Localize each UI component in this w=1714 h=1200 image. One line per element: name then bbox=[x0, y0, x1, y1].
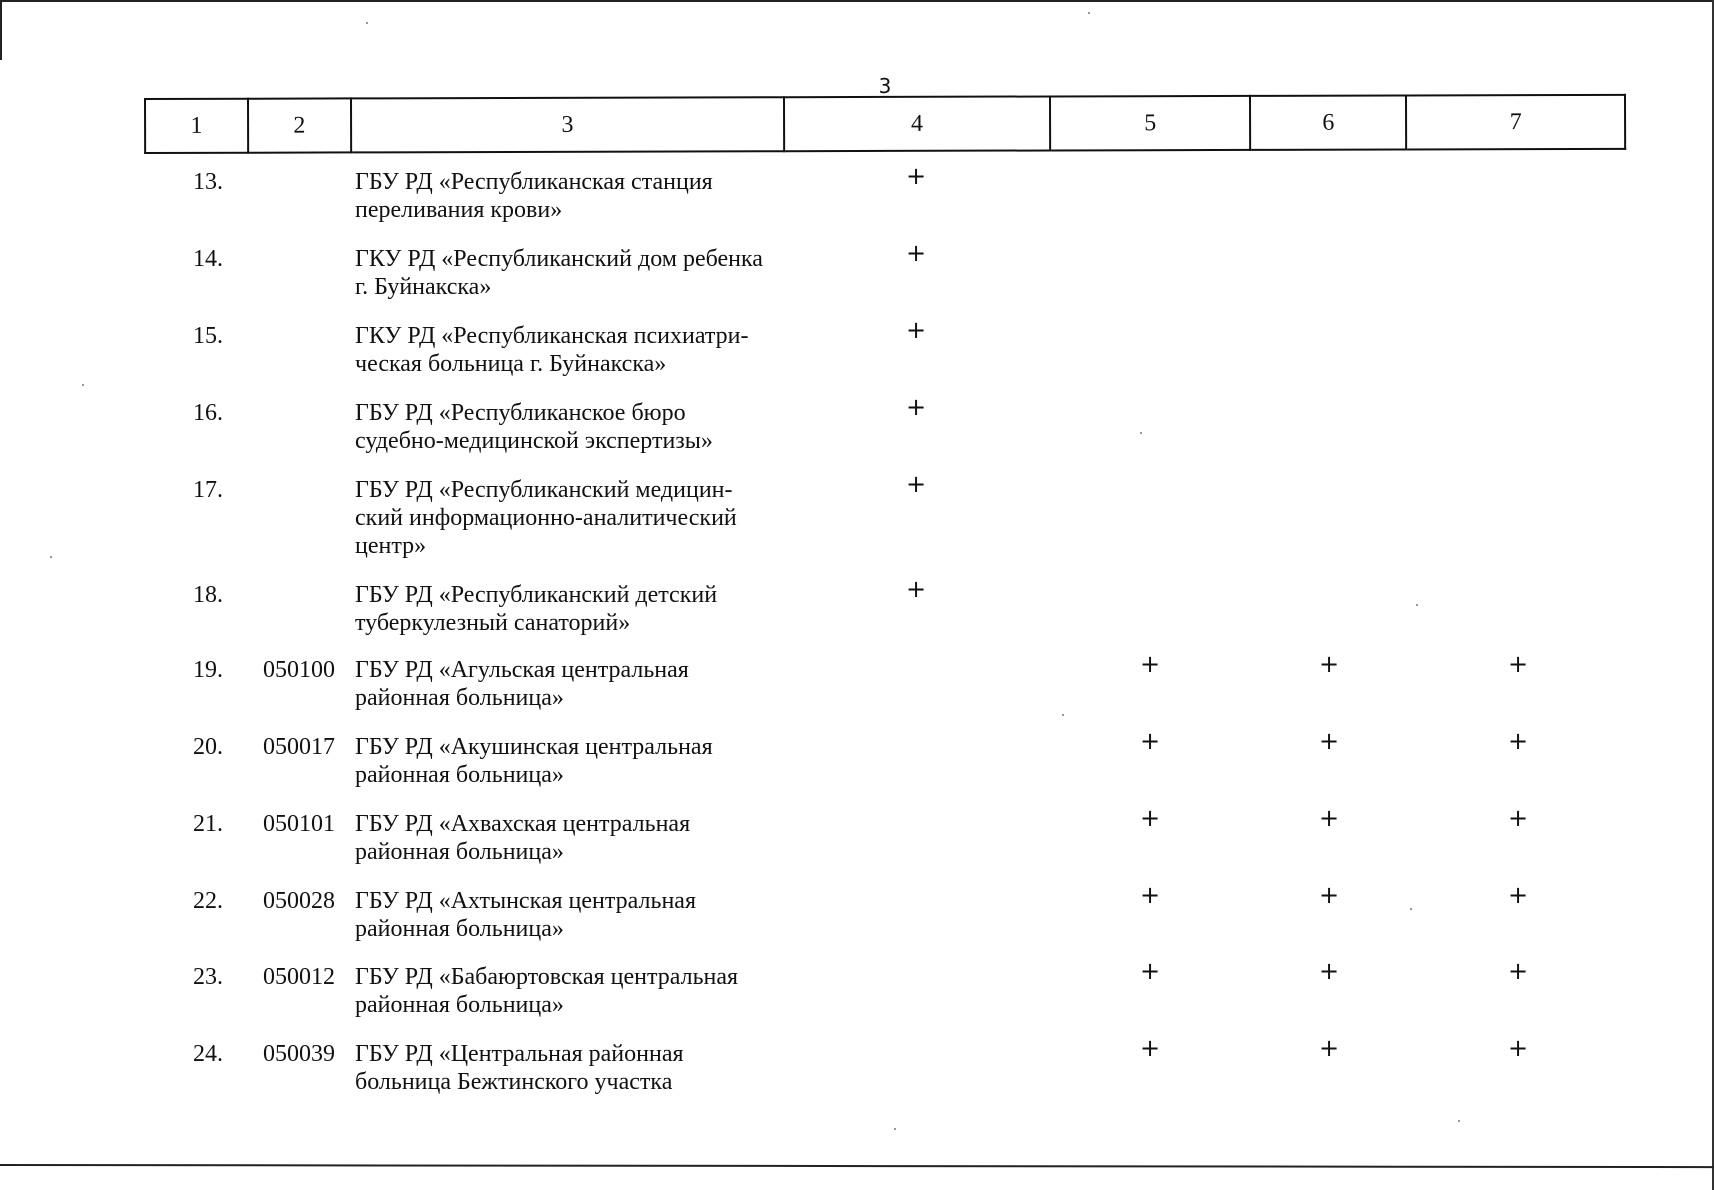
page-number: 3 bbox=[878, 74, 892, 98]
row-number: 21. bbox=[193, 811, 223, 837]
row-name: ГБУ РД «Ахвахская центральная районная больница» bbox=[355, 811, 691, 865]
row-name: ГБУ РД «Республиканское бюро судебно-медицинской экспертизы» bbox=[355, 400, 713, 454]
mark-col-7: + bbox=[1507, 881, 1529, 909]
mark-col-6: + bbox=[1318, 1034, 1340, 1062]
scan-speck bbox=[50, 556, 52, 558]
row-name: ГБУ РД «Агульская центральная районная больница» bbox=[355, 657, 689, 711]
header-cell-1: 1 bbox=[145, 99, 248, 153]
header-cell-2: 2 bbox=[248, 98, 351, 152]
row-name: ГБУ РД «Акушинская центральная районная больница» bbox=[355, 734, 713, 788]
row-number: 19. bbox=[193, 657, 223, 683]
mark-col-7: + bbox=[1507, 804, 1529, 832]
mark-col-7: + bbox=[1507, 727, 1529, 755]
mark-col-4: + bbox=[905, 470, 927, 498]
row-name: ГБУ РД «Центральная районная больница Бежтинского участка bbox=[355, 1041, 684, 1095]
scan-edge-bottom bbox=[0, 1164, 1714, 1168]
table-row bbox=[0, 470, 1714, 559]
row-number: 14. bbox=[193, 246, 223, 272]
table-row bbox=[0, 1034, 1714, 1110]
mark-col-7: + bbox=[1507, 650, 1529, 678]
row-name: ГБУ РД «Республиканский медицин- ский информационно-аналитический центр» bbox=[355, 477, 737, 559]
scan-speck bbox=[1458, 1120, 1460, 1122]
row-code: 050039 bbox=[263, 1041, 335, 1067]
table-row bbox=[0, 162, 1714, 238]
row-name: ГКУ РД «Республиканская психиатри- ческая больница г. Буйнакска» bbox=[355, 323, 749, 377]
row-number: 24. bbox=[193, 1041, 223, 1067]
mark-col-7: + bbox=[1507, 1034, 1529, 1062]
row-number: 15. bbox=[193, 323, 223, 349]
mark-col-7: + bbox=[1507, 957, 1529, 985]
table-row bbox=[0, 957, 1714, 1033]
table-header bbox=[144, 94, 1626, 154]
scan-speck bbox=[894, 1128, 896, 1130]
row-name: ГБУ РД «Ахтынская центральная районная больница» bbox=[355, 888, 696, 942]
row-number: 16. bbox=[193, 400, 223, 426]
mark-col-5: + bbox=[1139, 881, 1161, 909]
table-row bbox=[0, 316, 1714, 392]
table-row bbox=[0, 650, 1714, 726]
row-number: 20. bbox=[193, 734, 223, 760]
mark-col-6: + bbox=[1318, 727, 1340, 755]
mark-col-5: + bbox=[1139, 727, 1161, 755]
header-cell-4: 4 bbox=[784, 96, 1050, 151]
row-number: 17. bbox=[193, 477, 223, 503]
mark-col-5: + bbox=[1139, 1034, 1161, 1062]
row-number: 23. bbox=[193, 964, 223, 990]
table-row bbox=[0, 727, 1714, 803]
mark-col-5: + bbox=[1139, 957, 1161, 985]
mark-col-6: + bbox=[1318, 957, 1340, 985]
row-name: ГБУ РД «Бабаюртовская центральная районная больница» bbox=[355, 964, 739, 1018]
scan-speck bbox=[1088, 12, 1090, 14]
header-cell-5: 5 bbox=[1050, 96, 1251, 151]
mark-col-4: + bbox=[905, 316, 927, 344]
row-code: 050012 bbox=[263, 964, 335, 990]
mark-col-5: + bbox=[1139, 804, 1161, 832]
row-number: 13. bbox=[193, 169, 223, 195]
row-name: ГБУ РД «Республиканский детский туберкулезный санаторий» bbox=[355, 582, 718, 636]
row-number: 22. bbox=[193, 888, 223, 914]
row-name: ГБУ РД «Республиканская станция переливания крови» bbox=[355, 169, 713, 223]
header-cell-7: 7 bbox=[1406, 95, 1625, 150]
row-code: 050100 bbox=[263, 657, 335, 683]
mark-col-4: + bbox=[905, 239, 927, 267]
mark-col-6: + bbox=[1318, 650, 1340, 678]
scan-speck bbox=[366, 22, 368, 24]
mark-col-4: + bbox=[905, 393, 927, 421]
header-cell-6: 6 bbox=[1250, 95, 1406, 149]
mark-col-6: + bbox=[1318, 804, 1340, 832]
scan-edge-top bbox=[0, 0, 1714, 2]
row-code: 050028 bbox=[263, 888, 335, 914]
mark-col-4: + bbox=[905, 162, 927, 190]
mark-col-6: + bbox=[1318, 881, 1340, 909]
row-number: 18. bbox=[193, 582, 223, 608]
mark-col-5: + bbox=[1139, 650, 1161, 678]
table-row bbox=[0, 804, 1714, 880]
mark-col-4: + bbox=[905, 575, 927, 603]
scan-edge-left bbox=[0, 0, 2, 60]
row-code: 050101 bbox=[263, 811, 335, 837]
table-row bbox=[0, 393, 1714, 469]
row-code: 050017 bbox=[263, 734, 335, 760]
header-cell-3: 3 bbox=[351, 97, 785, 152]
table-row bbox=[0, 575, 1714, 651]
table-row bbox=[0, 881, 1714, 957]
row-name: ГКУ РД «Республиканский дом ребенка г. Буйнакска» bbox=[355, 246, 763, 300]
table-row bbox=[0, 239, 1714, 315]
